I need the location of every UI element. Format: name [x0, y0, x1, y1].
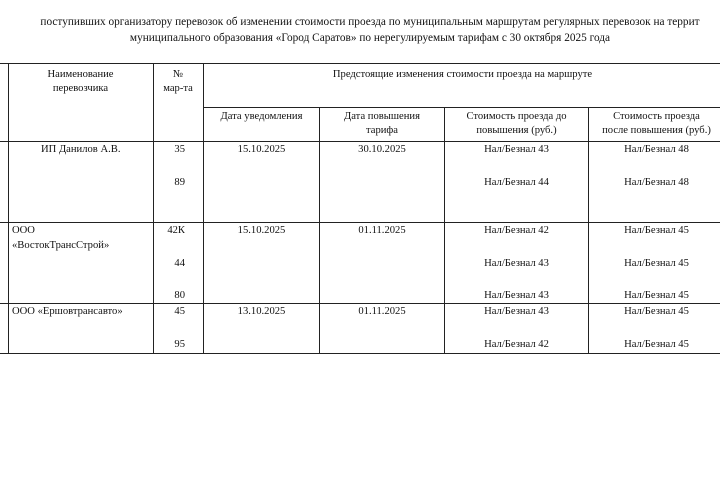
row-3-carrier: ООО «Ершовтрансавто» — [12, 306, 123, 317]
row-2-fare-after-1: Нал/Безнал 45 — [624, 225, 689, 236]
row-3-notify-date: 13.10.2025 — [237, 306, 286, 317]
row-2-carrier-line-2: «ВостокТрансСтрой» — [12, 240, 110, 251]
header-fare-before-line-2: повышения (руб.) — [476, 125, 557, 136]
row-2-route-3: 80 — [174, 290, 185, 301]
row-2-carrier — [12, 224, 109, 253]
row-1-carrier: ИП Данилов А.В. — [41, 144, 121, 155]
row-2-fare-before-1: Нал/Безнал 42 — [484, 225, 549, 236]
header-fare-after — [589, 110, 720, 138]
row-2-route-2: 44 — [174, 258, 185, 269]
row-2-fare-after-2: Нал/Безнал 45 — [624, 258, 689, 269]
document-title — [0, 14, 720, 46]
row-1-route-2: 89 — [174, 177, 185, 188]
table-border-bottom — [0, 353, 720, 354]
row-2-fare-after-3: Нал/Безнал 45 — [624, 290, 689, 301]
header-fare-before — [445, 110, 588, 138]
header-raise-date-line-1: Дата повышения — [344, 111, 420, 122]
header-carrier-name-line-1: Наименование — [47, 69, 114, 80]
row-1-fare-after-1: Нал/Безнал 48 — [624, 144, 689, 155]
row-2-route-1: 42К — [167, 225, 185, 236]
row-3-fare-after-1: Нал/Безнал 45 — [624, 306, 689, 317]
row-divider-2 — [0, 303, 720, 304]
header-route-number-line-2: мар-та — [163, 83, 193, 94]
row-2-notify-date: 15.10.2025 — [237, 225, 286, 236]
header-carrier-name — [14, 68, 147, 96]
row-3-route-1: 45 — [174, 306, 185, 317]
row-divider-1 — [0, 222, 720, 223]
header-fare-after-line-2: после повышения (руб.) — [602, 125, 711, 136]
document-title-line-2: муниципального образования «Город Саратов» по нерегулируемым тарифам с 30 октября 2025 года — [129, 32, 611, 44]
row-1-raise-date: 30.10.2025 — [358, 144, 406, 155]
row-3-fare-before-1: Нал/Безнал 43 — [484, 306, 549, 317]
header-raise-date — [320, 110, 444, 138]
header-bottom-border — [0, 141, 720, 142]
col-border-left — [8, 63, 9, 354]
row-2-carrier-line-1: ООО — [12, 225, 35, 236]
row-2-fare-before-2: Нал/Безнал 43 — [484, 258, 549, 269]
header-fare-changes-group: Предстоящие изменения стоимости проезда на маршруте — [332, 69, 593, 80]
header-route-number-line-1: № — [172, 69, 184, 80]
row-1-notify-date: 15.10.2025 — [237, 144, 286, 155]
header-subdivider — [203, 107, 720, 108]
header-fare-before-line-1: Стоимость проезда до — [466, 111, 567, 122]
header-notify-date: Дата уведомления — [220, 111, 303, 122]
row-3-route-2: 95 — [174, 339, 185, 350]
row-3-fare-after-2: Нал/Безнал 45 — [624, 339, 689, 350]
row-1-route-1: 35 — [174, 144, 185, 155]
header-carrier-name-line-2: перевозчика — [52, 83, 109, 94]
header-raise-date-line-2: тарифа — [366, 125, 398, 136]
row-3-raise-date: 01.11.2025 — [358, 306, 406, 317]
row-1-fare-after-2: Нал/Безнал 48 — [624, 177, 689, 188]
row-2-fare-before-3: Нал/Безнал 43 — [484, 290, 549, 301]
document-title-line-1: поступивших организатору перевозок об изменении стоимости проезда по муниципальным маршрутам регулярных перевозок на террит — [40, 16, 700, 28]
row-1-fare-before-2: Нал/Безнал 44 — [484, 177, 549, 188]
row-1-fare-before-1: Нал/Безнал 43 — [484, 144, 549, 155]
row-2-raise-date: 01.11.2025 — [358, 225, 406, 236]
col-border-carrier — [153, 63, 154, 354]
table-border-top — [0, 63, 720, 64]
header-route-number — [155, 68, 201, 96]
header-fare-after-line-1: Стоимость проезда — [613, 111, 700, 122]
row-3-fare-before-2: Нал/Безнал 42 — [484, 339, 549, 350]
